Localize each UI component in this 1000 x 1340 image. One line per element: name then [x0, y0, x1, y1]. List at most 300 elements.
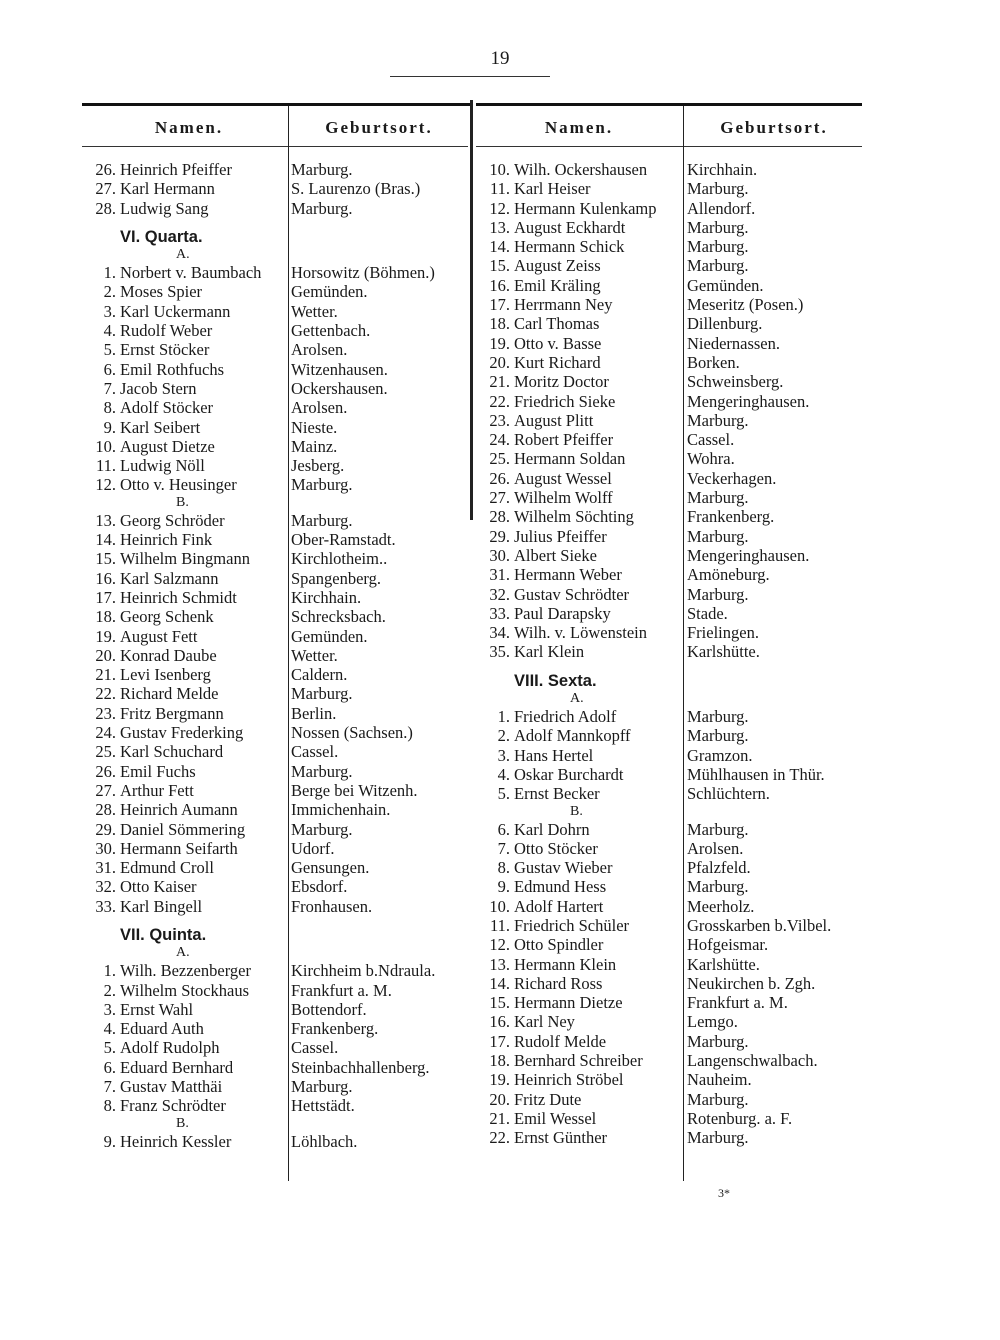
student-row: [478, 746, 863, 765]
student-number: 4.: [103, 321, 116, 341]
student-number: 2.: [103, 980, 116, 1000]
student-row: [478, 314, 863, 333]
student-number: 23.: [489, 410, 510, 430]
student-number: 5.: [103, 340, 116, 360]
student-name: Gustav Frederking: [120, 723, 244, 743]
page-number-rule: [390, 76, 550, 77]
student-name: Hermann Soldan: [514, 449, 626, 469]
subsection-label: [84, 945, 469, 961]
student-row: [478, 507, 863, 526]
student-name: Heinrich Fink: [120, 530, 213, 550]
student-row: [478, 392, 863, 411]
birthplace: Kirchhain.: [291, 587, 362, 607]
birthplace: Ober-Ramstadt.: [291, 530, 396, 550]
birthplace: Kirchheim b.Ndraula.: [291, 961, 436, 981]
student-row: [478, 1051, 863, 1070]
student-name: Edmund Hess: [514, 877, 607, 897]
birthplace: Mengeringhausen.: [687, 545, 810, 565]
student-row: [84, 607, 469, 626]
birthplace: Mengeringhausen.: [687, 391, 810, 411]
birthplace: Arolsen.: [291, 398, 348, 418]
birthplace: Horsowitz (Böhmen.): [291, 263, 435, 283]
birthplace: Schlüchtern.: [687, 784, 770, 804]
student-number: 5.: [103, 1038, 116, 1058]
student-row: [478, 974, 863, 993]
student-number: 13.: [95, 510, 116, 530]
student-row: [84, 321, 469, 340]
student-row: [84, 1019, 469, 1038]
student-name: Daniel Sömmering: [120, 819, 246, 839]
student-name: Julius Pfeiffer: [514, 526, 607, 546]
student-row: [478, 642, 863, 661]
student-row: [478, 897, 863, 916]
student-number: 22.: [95, 684, 116, 704]
left-top-rule: [82, 103, 472, 106]
student-row: [478, 1070, 863, 1089]
student-row: [84, 1096, 469, 1115]
student-number: 18.: [489, 1051, 510, 1071]
student-row: [478, 372, 863, 391]
student-row: [84, 665, 469, 684]
student-row: [84, 475, 469, 494]
student-row: [84, 839, 469, 858]
birthplace: Niedernassen.: [687, 333, 781, 353]
left-place-header: Geburtsort.: [325, 118, 433, 137]
student-row: [478, 295, 863, 314]
student-row: [84, 800, 469, 819]
student-name: Gustav Matthäi: [120, 1077, 223, 1097]
birthplace: Veckerhagen.: [687, 468, 777, 488]
birthplace: Nieste.: [291, 417, 338, 437]
student-number: 33.: [95, 896, 116, 916]
student-name: Wilh. Bezzenberger: [120, 961, 251, 981]
student-name: Karl Seibert: [120, 417, 201, 437]
student-name: Jacob Stern: [120, 378, 197, 398]
birthplace: Berlin.: [291, 703, 337, 723]
student-row: [478, 488, 863, 507]
birthplace: Marburg.: [687, 584, 749, 604]
student-row: [478, 604, 863, 623]
student-name: Gustav Schrödter: [514, 584, 630, 604]
student-name: Ernst Becker: [514, 784, 600, 804]
student-name: Richard Melde: [120, 684, 219, 704]
birthplace: Spangenberg.: [291, 568, 381, 588]
right-header-rule: [476, 146, 862, 147]
student-row: [84, 684, 469, 703]
student-row: [84, 1000, 469, 1019]
student-number: 1.: [103, 961, 116, 981]
student-number: 15.: [489, 256, 510, 276]
student-number: 13.: [489, 954, 510, 974]
section-title: VI. Quarta.: [120, 227, 203, 246]
student-name: Moses Spier: [120, 282, 203, 302]
student-name: Wilhelm Bingmann: [120, 549, 250, 569]
student-row: [478, 411, 863, 430]
birthplace: Ockershausen.: [291, 378, 388, 398]
student-number: 18.: [95, 607, 116, 627]
student-name: Karl Dohrn: [514, 819, 590, 839]
student-number: 16.: [489, 275, 510, 295]
student-name: Eduard Auth: [120, 1019, 204, 1039]
student-number: 1.: [103, 263, 116, 283]
birthplace: Allendorf.: [687, 198, 756, 218]
student-number: 27.: [489, 488, 510, 508]
birthplace: Marburg.: [687, 1128, 749, 1148]
student-number: 28.: [489, 507, 510, 527]
student-name: Ludwig Sang: [120, 198, 209, 218]
student-number: 19.: [489, 333, 510, 353]
student-number: 23.: [95, 703, 116, 723]
student-number: 30.: [489, 545, 510, 565]
student-name: Levi Isenberg: [120, 665, 211, 685]
student-number: 28.: [95, 198, 116, 218]
student-name: Richard Ross: [514, 973, 603, 993]
student-row: [84, 1058, 469, 1077]
birthplace: Udorf.: [291, 838, 335, 858]
student-row: [84, 858, 469, 877]
student-row: [478, 430, 863, 449]
student-row: [84, 981, 469, 1000]
student-name: Rudolf Weber: [120, 321, 213, 341]
student-number: 26.: [95, 761, 116, 781]
student-row: [478, 1090, 863, 1109]
student-number: 29.: [489, 526, 510, 546]
birthplace: Cassel.: [291, 742, 339, 762]
student-name: Karl Uckermann: [120, 301, 231, 321]
student-name: Otto v. Basse: [514, 333, 602, 353]
student-name: Georg Schröder: [120, 510, 225, 530]
right-place-header: Geburtsort.: [720, 118, 828, 137]
birthplace: Marburg.: [687, 707, 749, 727]
student-name: Bernhard Schreiber: [514, 1051, 643, 1071]
student-name: Karl Klein: [514, 642, 585, 662]
student-row: [478, 820, 863, 839]
subsection-letter: A.: [176, 945, 190, 961]
birthplace: Marburg.: [687, 237, 749, 257]
student-row: [84, 398, 469, 417]
subsection-letter: B.: [176, 494, 189, 510]
student-number: 15.: [95, 549, 116, 569]
student-name: Ludwig Nöll: [120, 456, 205, 476]
student-number: 32.: [489, 584, 510, 604]
student-number: 21.: [489, 372, 510, 392]
birthplace: Grosskarben b.Vilbel.: [687, 915, 832, 935]
student-name: August Dietze: [120, 436, 215, 456]
student-name: Heinrich Schmidt: [120, 587, 237, 607]
subsection-label: [84, 495, 469, 511]
birthplace: Berge bei Witzenh.: [291, 780, 418, 800]
student-name: August Plitt: [514, 410, 594, 430]
student-row: [84, 340, 469, 359]
birthplace: Marburg.: [291, 475, 353, 495]
student-number: 7.: [497, 838, 510, 858]
student-number: 19.: [489, 1070, 510, 1090]
student-number: 24.: [95, 723, 116, 743]
birthplace: Wetter.: [291, 301, 338, 321]
student-number: 6.: [103, 1057, 116, 1077]
row-spacer: [478, 662, 863, 672]
birthplace: Frankenberg.: [291, 1019, 379, 1039]
student-name: Fritz Bergmann: [120, 703, 224, 723]
student-name: Wilhelm Stockhaus: [120, 980, 250, 1000]
birthplace: Marburg.: [687, 726, 749, 746]
student-name: Arthur Fett: [120, 780, 194, 800]
student-row: [478, 935, 863, 954]
class-section-heading: [84, 228, 469, 247]
right-top-rule: [476, 103, 862, 106]
page-number: 19: [490, 48, 510, 69]
student-name: Konrad Daube: [120, 645, 217, 665]
student-row: [478, 237, 863, 256]
birthplace: Fronhausen.: [291, 896, 373, 916]
birthplace: Marburg.: [687, 410, 749, 430]
student-row: [478, 707, 863, 726]
student-name: Wilhelm Söchting: [514, 507, 634, 527]
birthplace: Bottendorf.: [291, 999, 367, 1019]
class-section-heading: [478, 672, 863, 691]
student-number: 10.: [489, 896, 510, 916]
student-row: [478, 218, 863, 237]
student-row: [84, 199, 469, 218]
student-name: Karl Schuchard: [120, 742, 224, 762]
student-number: 20.: [489, 1089, 510, 1109]
birthplace: Meseritz (Posen.): [687, 295, 804, 315]
student-number: 14.: [489, 973, 510, 993]
student-name: Adolf Stöcker: [120, 398, 214, 418]
student-row: [478, 353, 863, 372]
student-number: 14.: [95, 530, 116, 550]
section-title: VII. Quinta.: [120, 925, 207, 944]
student-number: 4.: [103, 1019, 116, 1039]
student-row: [84, 723, 469, 742]
student-number: 27.: [95, 179, 116, 199]
student-number: 34.: [489, 623, 510, 643]
student-row: [478, 839, 863, 858]
left-name-header: Namen.: [154, 118, 224, 137]
birthplace: Wohra.: [687, 449, 735, 469]
student-number: 3.: [103, 301, 116, 321]
student-name: Hermann Schick: [514, 237, 625, 257]
student-number: 11.: [489, 915, 510, 935]
student-name: August Eckhardt: [514, 217, 626, 237]
birthplace: Gettenbach.: [291, 321, 371, 341]
birthplace: Frielingen.: [687, 623, 759, 643]
student-name: Carl Thomas: [514, 314, 600, 334]
student-name: Friedrich Adolf: [514, 707, 617, 727]
student-row: [84, 569, 469, 588]
birthplace: Marburg.: [687, 1089, 749, 1109]
student-row: [478, 993, 863, 1012]
signature-mark: 3*: [718, 1186, 730, 1200]
birthplace: Immichenhain.: [291, 800, 391, 820]
student-name: August Fett: [120, 626, 198, 646]
subsection-label: [84, 1116, 469, 1132]
student-number: 16.: [95, 568, 116, 588]
student-name: Hermann Dietze: [514, 993, 623, 1013]
student-name: Paul Darapsky: [514, 603, 611, 623]
student-number: 5.: [497, 784, 510, 804]
student-number: 21.: [95, 665, 116, 685]
student-row: [84, 1132, 469, 1151]
birthplace: Langenschwalbach.: [687, 1051, 818, 1071]
student-number: 2.: [103, 282, 116, 302]
student-name: Rudolf Melde: [514, 1031, 607, 1051]
student-row: [478, 955, 863, 974]
birthplace: Cassel.: [687, 430, 735, 450]
birthplace: Kirchhain.: [687, 160, 758, 179]
birthplace: Marburg.: [291, 1077, 353, 1097]
birthplace: Gemünden.: [291, 626, 368, 646]
birthplace: Marburg.: [291, 761, 353, 781]
student-number: 25.: [95, 742, 116, 762]
left-student-list: [84, 160, 469, 1151]
student-name: Norbert v. Baumbach: [120, 263, 262, 283]
birthplace: Borken.: [687, 352, 740, 372]
birthplace: Marburg.: [291, 160, 353, 179]
student-number: 28.: [95, 800, 116, 820]
student-row: [478, 527, 863, 546]
student-number: 31.: [489, 565, 510, 585]
birthplace: Wetter.: [291, 645, 338, 665]
student-number: 14.: [489, 237, 510, 257]
birthplace: Mainz.: [291, 436, 338, 456]
student-number: 26.: [95, 160, 116, 179]
student-name: Adolf Rudolph: [120, 1038, 220, 1058]
birthplace: Marburg.: [687, 179, 749, 199]
student-row: [478, 1032, 863, 1051]
student-number: 27.: [95, 780, 116, 800]
birthplace: Gensungen.: [291, 858, 370, 878]
student-row: [478, 160, 863, 179]
student-row: [478, 585, 863, 604]
center-divider: [470, 100, 473, 520]
student-row: [478, 276, 863, 295]
birthplace: Marburg.: [687, 877, 749, 897]
student-name: Otto Kaiser: [120, 877, 197, 897]
student-number: 1.: [497, 707, 510, 727]
student-number: 22.: [489, 391, 510, 411]
student-name: Edmund Croll: [120, 858, 214, 878]
birthplace: Ebsdorf.: [291, 877, 348, 897]
student-name: Heinrich Kessler: [120, 1131, 232, 1151]
birthplace: Gramzon.: [687, 745, 753, 765]
birthplace: Marburg.: [687, 819, 749, 839]
birthplace: Stade.: [687, 603, 728, 623]
birthplace: Arolsen.: [687, 838, 744, 858]
subsection-label: [478, 691, 863, 707]
student-name: August Zeiss: [514, 256, 601, 276]
student-row: [84, 549, 469, 568]
student-name: Hans Hertel: [514, 745, 594, 765]
student-row: [478, 623, 863, 642]
student-row: [84, 762, 469, 781]
birthplace: Dillenburg.: [687, 314, 763, 334]
student-row: [84, 437, 469, 456]
student-name: Karl Hermann: [120, 179, 215, 199]
student-name: Adolf Mannkopff: [514, 726, 631, 746]
right-student-list: [478, 160, 863, 1148]
student-row: [478, 565, 863, 584]
student-row: [478, 1012, 863, 1031]
student-name: Karl Salzmann: [120, 568, 219, 588]
birthplace: Cassel.: [291, 1038, 339, 1058]
birthplace: Frankenberg.: [687, 507, 775, 527]
birthplace: Hettstädt.: [291, 1096, 355, 1116]
student-name: Hermann Weber: [514, 565, 622, 585]
student-number: 25.: [489, 449, 510, 469]
student-row: [84, 1038, 469, 1057]
student-row: [84, 360, 469, 379]
student-row: [84, 530, 469, 549]
birthplace: Karlshütte.: [687, 954, 760, 974]
birthplace: Frankfurt a. M.: [687, 993, 788, 1013]
student-name: Heinrich Aumann: [120, 800, 238, 820]
row-spacer: [84, 218, 469, 228]
student-number: 17.: [489, 1031, 510, 1051]
student-name: August Wessel: [514, 468, 612, 488]
student-name: Franz Schrödter: [120, 1096, 226, 1116]
student-number: 29.: [95, 819, 116, 839]
birthplace: Nossen (Sachsen.): [291, 723, 413, 743]
birthplace: Marburg.: [291, 510, 353, 530]
birthplace: Löhlbach.: [291, 1131, 358, 1151]
student-number: 16.: [489, 1012, 510, 1032]
birthplace: Caldern.: [291, 665, 348, 685]
student-number: 6.: [103, 359, 116, 379]
student-row: [478, 179, 863, 198]
student-name: Kurt Richard: [514, 352, 601, 372]
student-row: [478, 449, 863, 468]
student-row: [84, 646, 469, 665]
student-number: 10.: [95, 436, 116, 456]
student-row: [84, 179, 469, 198]
student-number: 20.: [95, 645, 116, 665]
student-number: 7.: [103, 378, 116, 398]
birthplace: Jesberg.: [291, 456, 345, 476]
student-row: [84, 704, 469, 723]
student-row: [478, 726, 863, 745]
subsection-letter: B.: [570, 803, 583, 819]
student-number: 20.: [489, 352, 510, 372]
student-row: [84, 160, 469, 179]
student-row: [84, 282, 469, 301]
student-row: [84, 742, 469, 761]
student-name: Hermann Kulenkamp: [514, 198, 657, 218]
birthplace: Hofgeismar.: [687, 935, 769, 955]
student-row: [84, 1077, 469, 1096]
student-number: 13.: [489, 217, 510, 237]
student-row: [478, 1128, 863, 1147]
student-number: 17.: [95, 587, 116, 607]
birthplace: Marburg.: [687, 217, 749, 237]
student-name: Hermann Seifarth: [120, 838, 238, 858]
birthplace: Marburg.: [291, 198, 353, 218]
student-number: 4.: [497, 764, 510, 784]
student-number: 33.: [489, 603, 510, 623]
student-name: Friedrich Schüler: [514, 915, 630, 935]
student-name: Adolf Hartert: [514, 896, 604, 916]
left-header-rule: [82, 146, 468, 147]
student-number: 8.: [497, 858, 510, 878]
student-row: [84, 588, 469, 607]
student-name: Wilh. v. Löwenstein: [514, 623, 647, 643]
student-row: [84, 302, 469, 321]
birthplace: Schrecksbach.: [291, 607, 386, 627]
birthplace: Marburg.: [291, 819, 353, 839]
birthplace: Amöneburg.: [687, 565, 770, 585]
student-number: 11.: [95, 456, 116, 476]
student-number: 9.: [103, 417, 116, 437]
